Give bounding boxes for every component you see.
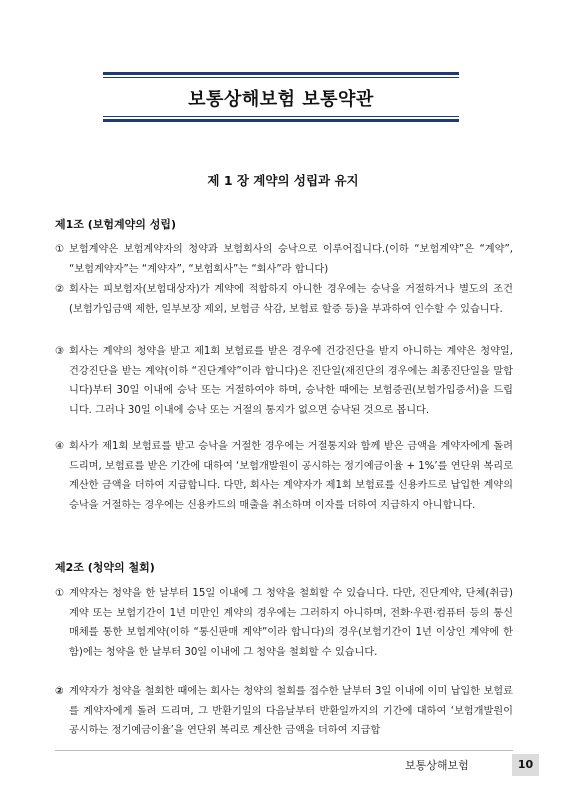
paragraph-text: 계약자가 청약을 철회한 때에는 회사는 청약의 철회를 접수한 날부터 3일 이내에 이미 납입한 보험료를 계약자에게 돌려 드리며, 그 반환기일의 다음날부터 반환일까지의 기간에 대하여 ‘보험개발원이 공시하는 정기예금이율’을 연단위 복리로 계산한 금액을 더하여 지급합	[69, 686, 513, 736]
document-title: 보통상해보험 보통약관	[188, 89, 374, 110]
title-rule-top-thick	[103, 72, 459, 75]
paragraph-number: ③	[55, 346, 65, 357]
paragraph-text: 계약자는 청약을 한 날부터 15일 이내에 그 청약을 철회할 수 있습니다. 다만, 진단계약, 단체(취급)계약 또는 보험기간이 1년 미만인 계약의 경우에는 그러하지 아니하며, 전화·우편·컴퓨터 등의 통신매체를 통한 보험계약(이하 “통신판매 계약”이라 합니다)의 경우(보험기간이 1년 이상인 계약에 한함)에는 청약을 한 날부터 30일 이내에 그 청약을 철회할 수 있습니다.	[69, 588, 513, 658]
title-rule-bottom-thick	[103, 119, 459, 122]
title-banner	[103, 72, 459, 122]
paragraph-number: ④	[55, 441, 65, 452]
article-1-paragraph-2	[55, 280, 513, 319]
article-1-paragraph-4	[55, 437, 513, 515]
article-2-heading: 제2조 (청약의 철회)	[55, 561, 155, 574]
article-2-paragraph-1	[55, 584, 513, 662]
article-1-heading: 제1조 (보험계약의 성립)	[55, 218, 177, 231]
paragraph-number: ①	[55, 244, 65, 255]
paragraph-text: 회사는 피보험자(보험대상자)가 계약에 적합하지 아니한 경우에는 승낙을 거절하거나 별도의 조건(보험가입금액 제한, 일부보장 제외, 보험금 삭감, 보험료 할증 등)을 부과하여 인수할 수 있습니다.	[69, 284, 513, 315]
chapter-heading: 제 1 장 계약의 성립과 유지	[207, 173, 359, 188]
paragraph-number: ①	[55, 588, 65, 599]
article-1-paragraph-1	[55, 240, 513, 279]
footer-divider	[55, 750, 513, 751]
paragraph-text: 회사가 제1회 보험료를 받고 승낙을 거절한 경우에는 거절통지와 함께 받은 금액을 계약자에게 돌려 드리며, 보험료를 받은 기간에 대하여 ‘보험개발원이 공시하는 정기예금이율 + 1%’를 연단위 복리로 계산한 금액을 더하여 지급합니다. 다만, 회사는 계약자가 제1회 보험료를 신용카드로 납입한 계약의 승낙을 거절하는 경우에는 신용카드의 매출을 취소하며 이자를 더하여 지급하지 아니합니다.	[69, 441, 513, 511]
page-number: 10	[512, 754, 539, 776]
title-rule-top-thin	[103, 77, 459, 78]
title-rule-bottom-thin	[103, 116, 459, 117]
article-1-paragraph-3	[55, 342, 513, 420]
article-2-paragraph-2	[55, 682, 513, 741]
footer-label: 보통상해보험	[405, 759, 469, 772]
paragraph-number: ②	[55, 284, 65, 295]
paragraph-number: ②	[55, 686, 64, 697]
paragraph-text: 회사는 계약의 청약을 받고 제1회 보험료를 받은 경우에 건강진단을 받지 아니하는 계약은 청약일, 건강진단을 받는 계약(이하 “진단계약”이라 합니다)은 진단일(재진단의 경우에는 최종진단일을 말합니다)부터 30일 이내에 승낙 또는 거절하여야 하며, 승낙한 때에는 보험증권(보험가입증서)을 드립니다. 그러나 30일 이내에 승낙 또는 거절의 통지가 없으면 승낙된 것으로 봅니다.	[69, 346, 513, 416]
paragraph-text: 보험계약은 보험계약자의 청약과 보험회사의 승낙으로 이루어집니다.(이하 “보험계약”은 “계약”, “보험계약자”는 “계약자”, “보험회사”는 “회사”라 합니다)	[69, 244, 513, 275]
